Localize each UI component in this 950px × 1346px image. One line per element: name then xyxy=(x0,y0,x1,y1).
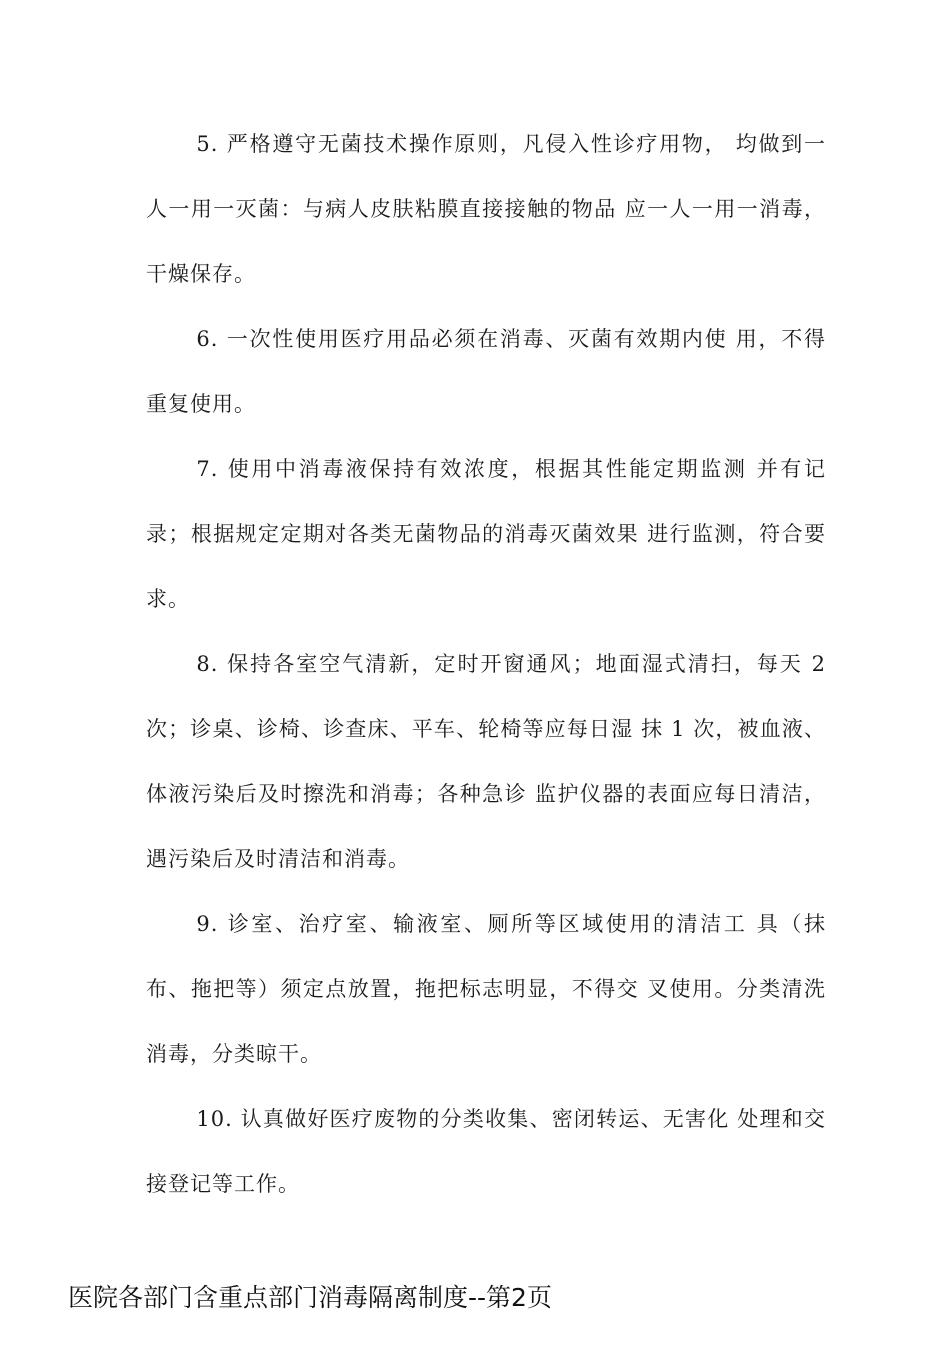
paragraph-item-5: 5. 严格遵守无菌技术操作原则，凡侵入性诊疗用物， 均做到一人一用一灭菌：与病人皮肤粘膜直接接触的物品 应一人一用一消毒，干燥保存。 xyxy=(146,132,826,286)
paragraph-item-8: 8. 保持各室空气清新，定时开窗通风；地面湿式清扫，每天 2 次；诊桌、诊椅、诊查床、平车、轮椅等应每日湿 抹 1 次，被血液、体液污染后及时擦洗和消毒；各种急诊 监护仪器的表面应每日清洁，遇污染后及时清洁和消毒。 xyxy=(146,652,826,871)
document-body xyxy=(146,112,826,1217)
paragraph-item-7: 7. 使用中消毒液保持有效浓度，根据其性能定期监测 并有记录；根据规定定期对各类无菌物品的消毒灭菌效果 进行监测，符合要求。 xyxy=(146,457,826,611)
page-footer: 医院各部门含重点部门消毒隔离制度--第2页 xyxy=(68,1283,552,1312)
paragraph-item-6: 6. 一次性使用医疗用品必须在消毒、灭菌有效期内使 用，不得重复使用。 xyxy=(146,327,826,416)
paragraph-item-10: 10. 认真做好医疗废物的分类收集、密闭转运、无害化 处理和交接登记等工作。 xyxy=(146,1107,826,1196)
paragraph-item-9: 9. 诊室、治疗室、输液室、厕所等区域使用的清洁工 具（抹布、拖把等）须定点放置，拖把标志明显，不得交 叉使用。分类清洗消毒，分类晾干。 xyxy=(146,912,826,1066)
